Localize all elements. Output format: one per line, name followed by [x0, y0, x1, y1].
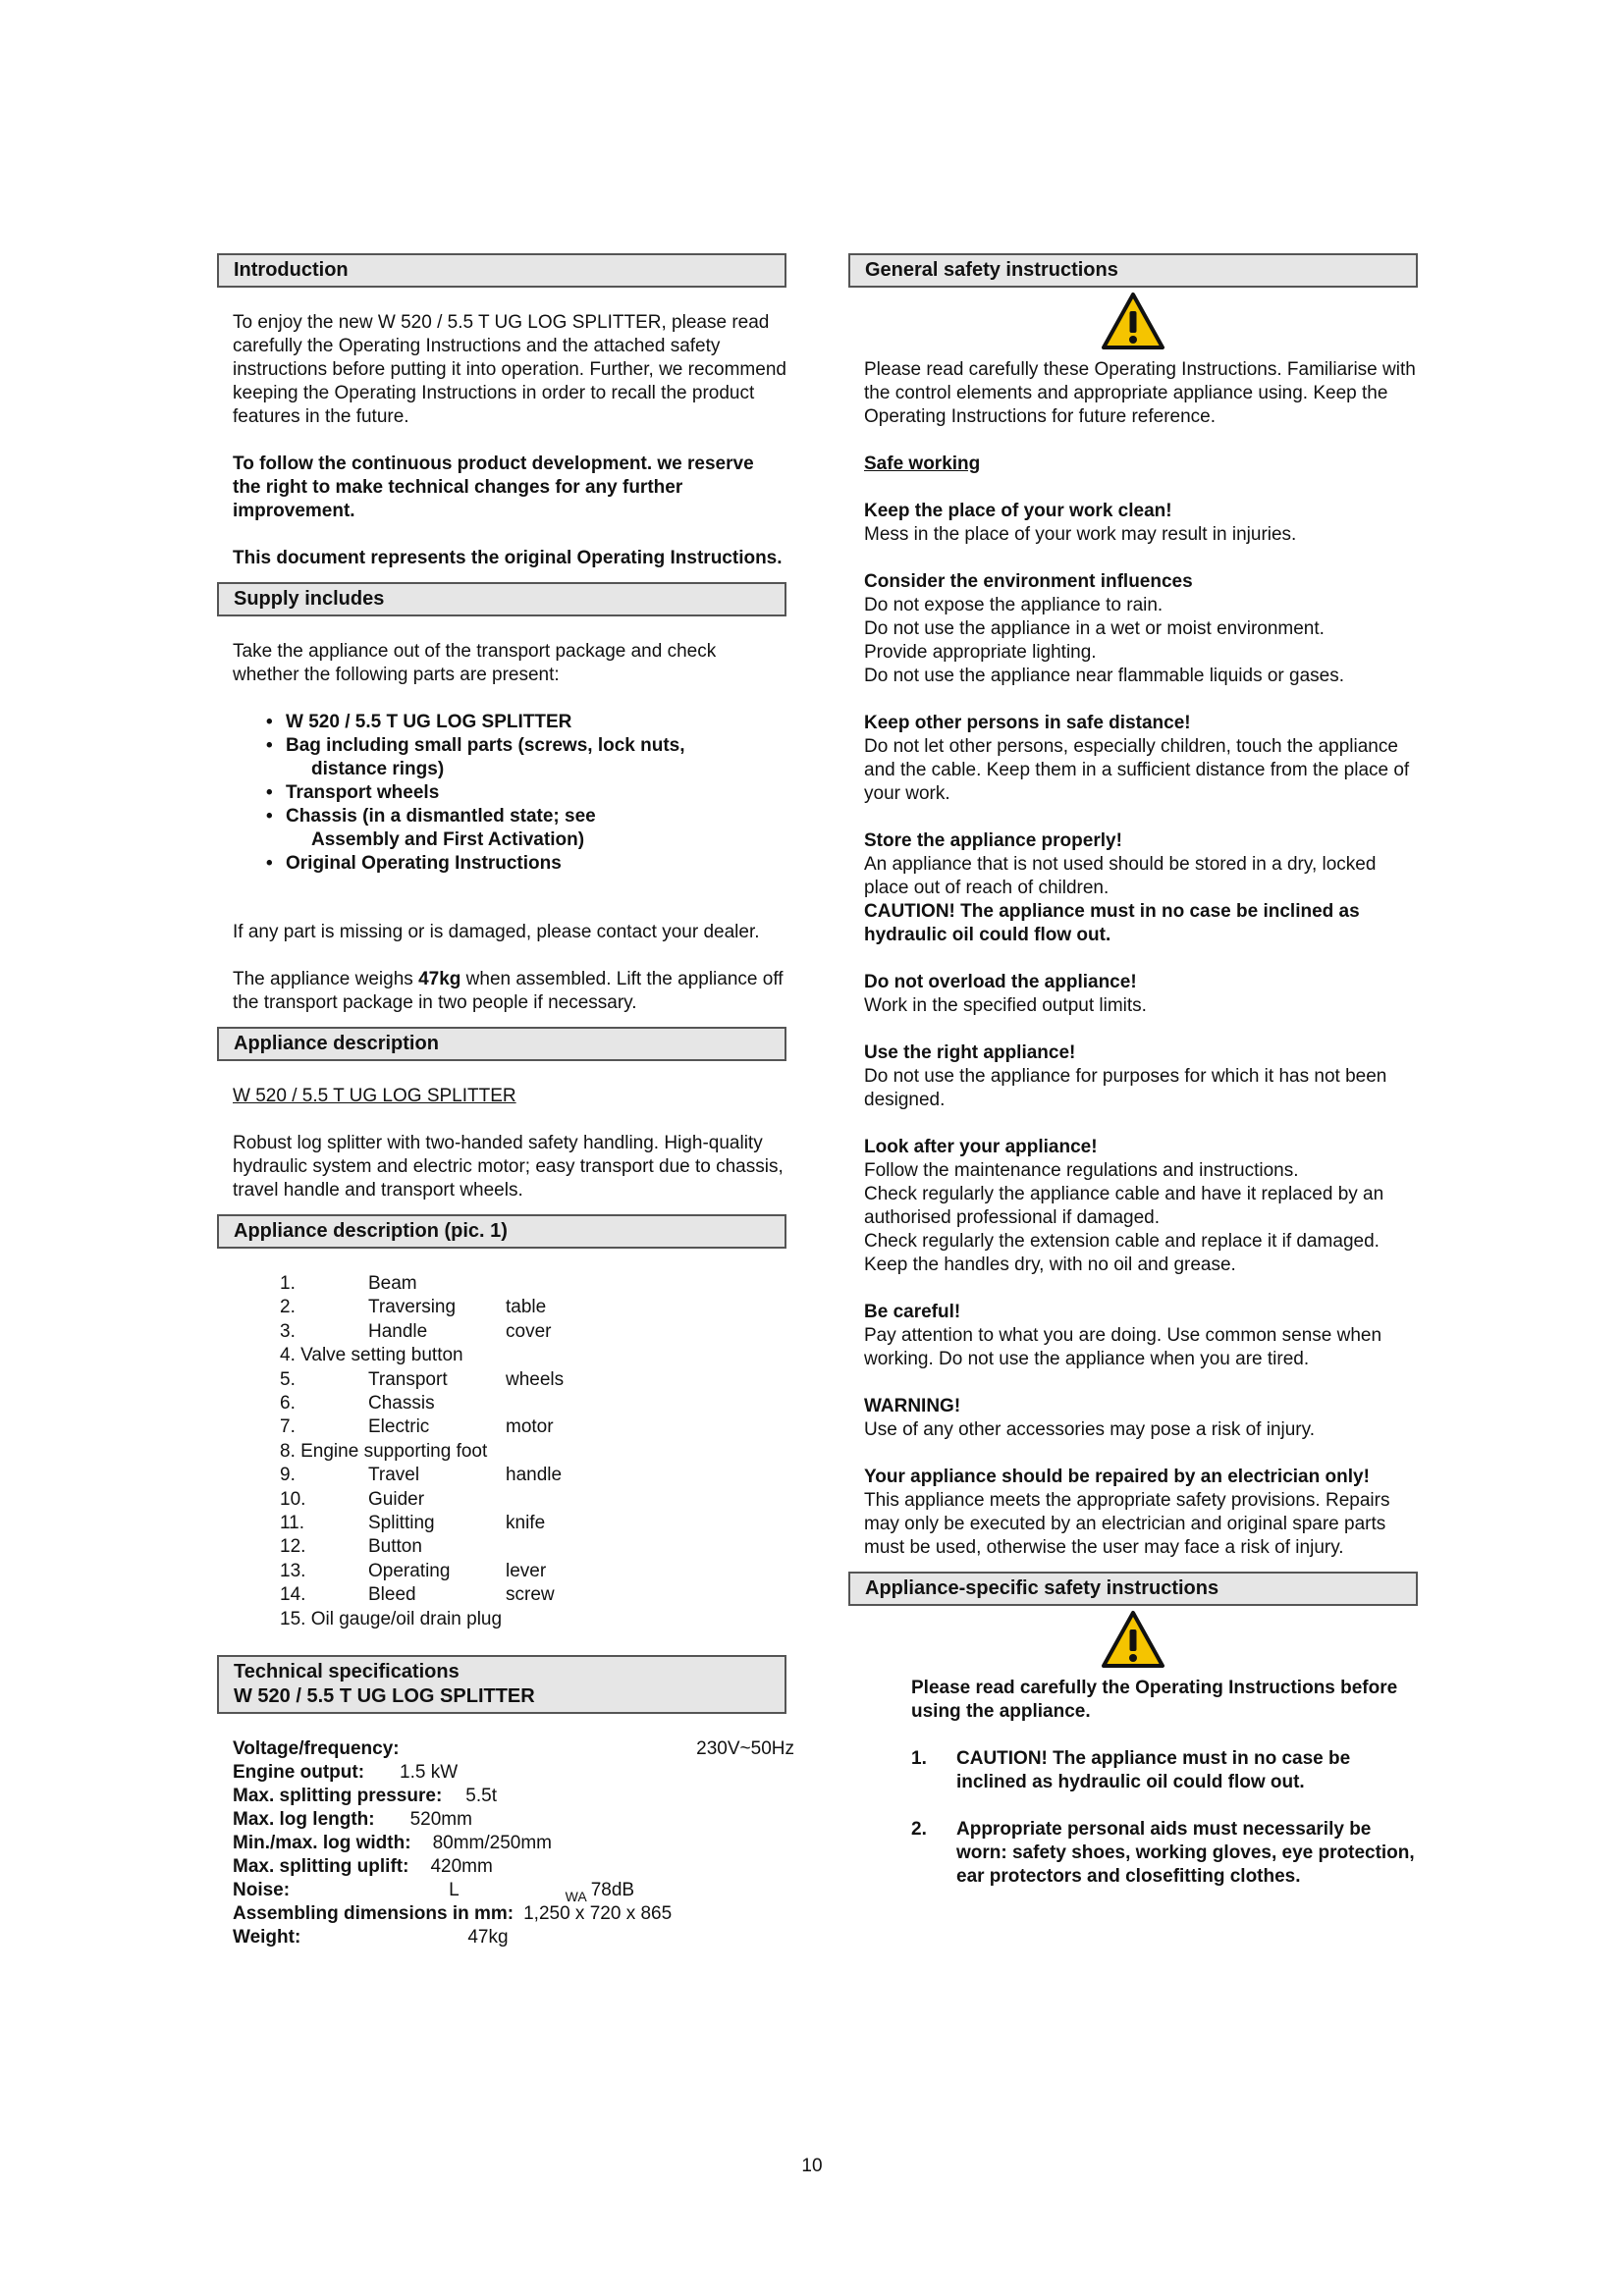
- parts-list-item: 5. Transport wheels: [280, 1368, 565, 1390]
- warning-triangle-icon: [848, 1610, 1418, 1671]
- safety-item-title: Keep other persons in safe distance!: [864, 713, 1191, 733]
- intro-original-note: This document represents the original Operating Instructions.: [233, 548, 783, 568]
- safety-item-text: Follow the maintenance regulations and instructions. Check regularly the appliance cable and have it replaced by an authorised professional if damaged. Check regularly the extension cable and replace it if damaged. Keep the handles dry, with no oil and grease.: [864, 1160, 1384, 1275]
- parts-list-item: 3. Handle cover: [280, 1320, 552, 1342]
- safety-item-text: Pay attention to what you are doing. Use common sense when working. Do not use the appliance when you are tired.: [864, 1325, 1382, 1369]
- safety-item-title: Be careful!: [864, 1302, 961, 1322]
- page-number: 10: [801, 2156, 823, 2176]
- specific-item: 1. CAUTION! The appliance must in no case be inclined as hydraulic oil could flow out.: [911, 1748, 1351, 1792]
- parts-list-item: 7. Electric motor: [280, 1416, 554, 1438]
- specific-item: 2. Appropriate personal aids must necessarily be worn: safety shoes, working gloves, eye protection, ear protectors and closefitting clothes.: [911, 1819, 1415, 1887]
- appliance-description-heading: Appliance description: [217, 1027, 786, 1061]
- safety-item-text: Use of any other accessories may pose a risk of injury.: [864, 1419, 1316, 1440]
- appliance-description-body: [217, 1085, 786, 1202]
- safety-item: [864, 500, 1418, 547]
- safety-item: [864, 971, 1418, 1018]
- parts-list-item: 6. Chassis: [280, 1393, 435, 1415]
- safety-item-text: Do not expose the appliance to rain. Do not use the appliance in a wet or moist environment. Provide appropriate lighting. Do not use the appliance near flammable liquids or gases.: [864, 595, 1345, 686]
- warning-triangle-icon: [848, 292, 1418, 352]
- spec-voltage: Voltage/frequency: 230V~50Hz: [233, 1738, 794, 1760]
- safe-working-title: Safe working: [864, 454, 981, 474]
- safety-item-title: Your appliance should be repaired by an electrician only!: [864, 1467, 1370, 1487]
- safety-item: [864, 1466, 1418, 1560]
- supply-heading: Supply includes: [217, 582, 786, 616]
- tech-spec-model: W 520 / 5.5 T UG LOG SPLITTER: [234, 1685, 535, 1708]
- supply-item: • Original Operating Instructions: [266, 853, 562, 874]
- safety-item: [864, 1136, 1418, 1277]
- general-safety-intro: Please read carefully these Operating Instructions. Familiarise with the control elements and appropriate appliance using. Keep the Operating Instructions for future reference.: [864, 359, 1416, 427]
- safety-item-text: Work in the specified output limits.: [864, 995, 1147, 1016]
- parts-list-item: 9. Travel handle: [280, 1465, 563, 1486]
- parts-list-item: 12. Button: [280, 1536, 422, 1558]
- tech-spec-heading: [217, 1655, 786, 1714]
- safety-item: [864, 570, 1418, 688]
- safety-item: [864, 1041, 1418, 1112]
- right-column: [848, 253, 1418, 1889]
- safety-item-title: Look after your appliance!: [864, 1137, 1098, 1157]
- parts-list-item: 4. Valve setting button: [280, 1345, 463, 1366]
- spec-noise: Noise: L WA 78dB: [233, 1880, 635, 1905]
- safety-item: [864, 829, 1418, 947]
- appliance-description-text: Robust log splitter with two-handed safety handling. High-quality hydraulic system and electric motor; easy transport due to chassis, travel handle and transport wheels.: [233, 1133, 784, 1201]
- intro-development-note: To follow the continuous product development. we reserve the right to make technical changes for any further improvement.: [233, 454, 754, 521]
- safety-item-text: Do not use the appliance for purposes for which it has not been designed.: [864, 1066, 1387, 1110]
- introduction-body: [217, 311, 786, 570]
- parts-list-item: 13. Operating lever: [280, 1560, 547, 1581]
- spec-width: Min./max. log width: 80mm/250mm: [233, 1833, 552, 1854]
- supply-item: • Chassis (in a dismantled state; see Assembly and First Activation): [266, 806, 596, 850]
- parts-list-item: 14. Bleed screw: [280, 1584, 555, 1606]
- parts-list-item: 11. Splitting knife: [280, 1513, 546, 1534]
- supply-item: • Bag including small parts (screws, lock nuts, distance rings): [266, 735, 685, 779]
- safety-item-title: Consider the environment influences: [864, 571, 1193, 592]
- supply-item: • Transport wheels: [266, 782, 440, 803]
- parts-list-item: 15. Oil gauge/oil drain plug: [280, 1608, 503, 1629]
- parts-list-item: 2. Traversing table: [280, 1297, 547, 1318]
- parts-list: [217, 1272, 786, 1631]
- parts-list-item: 8. Engine supporting foot: [280, 1440, 488, 1462]
- safety-item-title: WARNING!: [864, 1396, 961, 1416]
- parts-list-item: 1. Beam: [280, 1273, 417, 1294]
- left-column: [217, 253, 794, 1949]
- supply-intro: Take the appliance out of the transport package and check whether the following parts are present:: [233, 641, 717, 685]
- tech-spec-body: [217, 1737, 794, 1949]
- introduction-heading: Introduction: [217, 253, 786, 288]
- general-safety-heading: General safety instructions: [848, 253, 1418, 288]
- appliance-specific-heading: Appliance-specific safety instructions: [848, 1572, 1418, 1606]
- spec-pressure: Max. splitting pressure: 5.5t: [233, 1786, 497, 1807]
- safety-item: [864, 1301, 1418, 1371]
- safety-items: [864, 500, 1418, 1560]
- spec-engine: Engine output: 1.5 kW: [233, 1762, 459, 1784]
- tech-spec-title: Technical specifications: [234, 1661, 460, 1683]
- safety-item-caution: CAUTION! The appliance must in no case be inclined as hydraulic oil could flow out.: [864, 901, 1360, 945]
- supply-weight-note: The appliance weighs 47kg when assembled. Lift the appliance off the transport package in two people if necessary.: [233, 969, 784, 1013]
- safety-item-text: Do not let other persons, especially children, touch the appliance and the cable. Keep them in a sufficient distance from the place of your work.: [864, 736, 1410, 804]
- supply-body: [217, 640, 786, 1015]
- safety-item-text: This appliance meets the appropriate safety provisions. Repairs may only be executed by an electrician and original spare parts must be used, otherwise the user may face a risk of injury.: [864, 1490, 1390, 1558]
- appliance-specific-list: [848, 1747, 1418, 1889]
- parts-heading: Appliance description (pic. 1): [217, 1214, 786, 1249]
- safety-item-title: Store the appliance properly!: [864, 830, 1122, 851]
- safety-item-title: Do not overload the appliance!: [864, 972, 1137, 992]
- appliance-specific-intro-wrap: [848, 1677, 1418, 1724]
- safety-item: [864, 712, 1418, 806]
- safety-item: [864, 1395, 1418, 1442]
- safety-item-title: Keep the place of your work clean!: [864, 501, 1172, 521]
- supply-list: [233, 711, 786, 876]
- safety-item-text: An appliance that is not used should be stored in a dry, locked place out of reach of children.: [864, 854, 1377, 898]
- intro-paragraph: To enjoy the new W 520 / 5.5 T UG LOG SPLITTER, please read carefully the Operating Instructions and the attached safety instructions before putting it into operation. Further, we recommend keeping the Operating Instructions in order to recall the product features in the future.: [233, 312, 786, 427]
- general-safety-body: [848, 358, 1418, 1560]
- appliance-specific-intro: Please read carefully the Operating Instructions before using the appliance.: [911, 1678, 1398, 1722]
- parts-list-item: 10. Guider: [280, 1488, 425, 1510]
- safety-item-text: Mess in the place of your work may result in injuries.: [864, 524, 1297, 545]
- supply-item: • W 520 / 5.5 T UG LOG SPLITTER: [266, 712, 572, 732]
- spec-length: Max. log length: 520mm: [233, 1809, 472, 1831]
- spec-uplift: Max. splitting uplift: 420mm: [233, 1856, 493, 1878]
- supply-missing-note: If any part is missing or is damaged, please contact your dealer.: [233, 922, 760, 942]
- model-name: W 520 / 5.5 T UG LOG SPLITTER: [233, 1086, 516, 1106]
- safety-item-title: Use the right appliance!: [864, 1042, 1076, 1063]
- spec-dimensions: Assembling dimensions in mm: 1,250 x 720 x 865: [233, 1903, 673, 1925]
- spec-weight: Weight: 47kg: [233, 1927, 509, 1949]
